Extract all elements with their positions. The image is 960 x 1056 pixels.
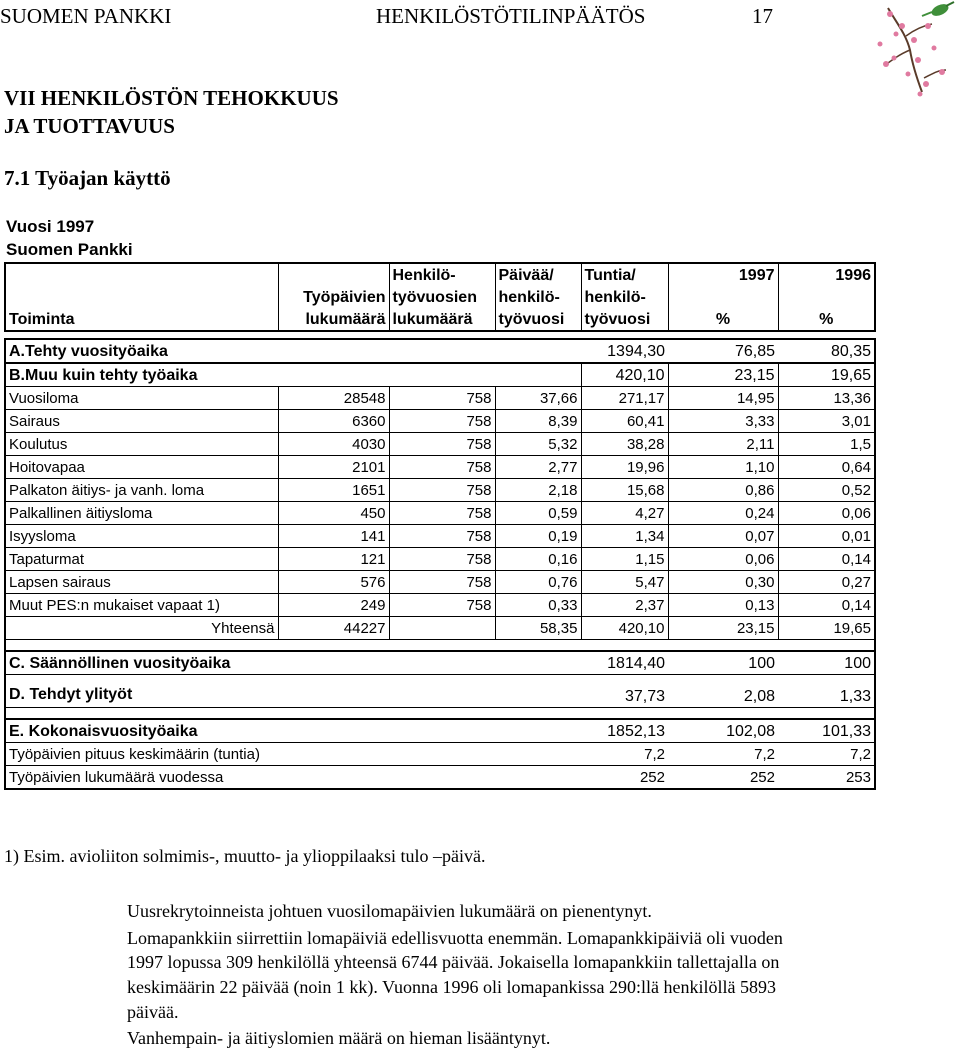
cell-label: Hoitovapaa bbox=[5, 456, 278, 479]
bird-branch-logo bbox=[866, 0, 956, 100]
cell-tuntia: 5,47 bbox=[581, 571, 668, 594]
cell-p1997: 3,33 bbox=[668, 410, 778, 433]
cell-tyopaivat: 450 bbox=[278, 502, 389, 525]
cell-htv: 758 bbox=[389, 571, 495, 594]
cell-tuntia: 15,68 bbox=[581, 479, 668, 502]
cell-htv: 758 bbox=[389, 548, 495, 571]
cell-p1997: 0,24 bbox=[668, 502, 778, 525]
cell-tuntia: 1,34 bbox=[581, 525, 668, 548]
section-c-tuntia: 1814,40 bbox=[581, 651, 668, 675]
section-c-label: C. Säännöllinen vuosityöaika bbox=[5, 651, 581, 675]
note-line: Uusrekrytoinneista johtuen vuosilomapäivien lukumäärä on pienentynyt. bbox=[127, 901, 652, 921]
cell-p1997: 0,30 bbox=[668, 571, 778, 594]
header-1997-unit: % bbox=[668, 308, 778, 331]
cell-tyopaivat: 4030 bbox=[278, 433, 389, 456]
header-doc-title: HENKILÖSTÖTILINPÄÄTÖS bbox=[376, 4, 646, 28]
cell-paivaa: 0,16 bbox=[495, 548, 581, 571]
cell-paivaa: 0,19 bbox=[495, 525, 581, 548]
header-henkilotyovuosien: työvuosien bbox=[389, 286, 495, 308]
lukumaara-tuntia: 252 bbox=[581, 766, 668, 790]
table-row bbox=[5, 433, 875, 456]
cell-tuntia: 60,41 bbox=[581, 410, 668, 433]
section-e-tuntia: 1852,13 bbox=[581, 719, 668, 743]
table-row bbox=[5, 571, 875, 594]
section-a-1996: 80,35 bbox=[778, 339, 875, 363]
cell-label: Muut PES:n mukaiset vapaat 1) bbox=[5, 594, 278, 617]
section-a-tuntia: 1394,30 bbox=[581, 339, 668, 363]
cell-htv: 758 bbox=[389, 456, 495, 479]
header-org: SUOMEN PANKKI bbox=[0, 4, 172, 28]
header-1996: 1996 bbox=[778, 263, 875, 286]
table-row bbox=[5, 502, 875, 525]
header-tyopaivien: Työpäivien bbox=[278, 286, 389, 308]
section-a-row bbox=[5, 339, 875, 363]
table-row bbox=[5, 548, 875, 571]
cell-paivaa: 5,32 bbox=[495, 433, 581, 456]
note-line: Lomapankkiin siirrettiin lomapäiviä edellisvuotta enemmän. Lomapankkipäiviä oli vuoden bbox=[127, 928, 783, 948]
total-1997: 23,15 bbox=[668, 617, 778, 640]
cell-tuntia: 19,96 bbox=[581, 456, 668, 479]
note-line: keskimäärin 22 päivää (noin 1 kk). Vuonna 1996 oli lomapankissa 290:llä henkilöllä 5893 bbox=[127, 977, 776, 997]
note-line: Vanhempain- ja äitiyslomien määrä on hieman lisääntynyt. bbox=[127, 1028, 551, 1048]
header-tuntia: Tuntia/ bbox=[581, 263, 668, 286]
header-henkilotyovuosien: Henkilö- bbox=[389, 263, 495, 286]
cell-p1997: 1,10 bbox=[668, 456, 778, 479]
header-paivaa: työvuosi bbox=[495, 308, 581, 331]
cell-label: Vuosiloma bbox=[5, 387, 278, 410]
pituus-1997: 7,2 bbox=[668, 743, 778, 766]
note-line: päivää. bbox=[127, 1002, 179, 1022]
cell-p1996: 0,14 bbox=[778, 548, 875, 571]
lukumaara-1996: 253 bbox=[778, 766, 875, 790]
cell-htv: 758 bbox=[389, 387, 495, 410]
cell-htv: 758 bbox=[389, 594, 495, 617]
cell-label: Palkallinen äitiysloma bbox=[5, 502, 278, 525]
chapter-title-line1: VII HENKILÖSTÖN TEHOKKUUS bbox=[4, 86, 339, 110]
header-tuntia: henkilö- bbox=[581, 286, 668, 308]
cell-label: Palkaton äitiys- ja vanh. loma bbox=[5, 479, 278, 502]
cell-label: Tapaturmat bbox=[5, 548, 278, 571]
section-e-1997: 102,08 bbox=[668, 719, 778, 743]
cell-p1996: 0,52 bbox=[778, 479, 875, 502]
table-row bbox=[5, 387, 875, 410]
cell-paivaa: 0,76 bbox=[495, 571, 581, 594]
cell-p1996: 13,36 bbox=[778, 387, 875, 410]
header-toiminta: Toiminta bbox=[5, 308, 278, 331]
header-henkilotyovuosien: lukumäärä bbox=[389, 308, 495, 331]
cell-paivaa: 2,77 bbox=[495, 456, 581, 479]
section-c-1996: 100 bbox=[778, 651, 875, 675]
section-b-1996: 19,65 bbox=[778, 363, 875, 387]
section-d-row bbox=[5, 685, 875, 708]
section-title: 7.1 Työajan käyttö bbox=[4, 166, 171, 190]
section-a-1997: 76,85 bbox=[668, 339, 778, 363]
cell-p1997: 0,13 bbox=[668, 594, 778, 617]
intro-year: Vuosi 1997 bbox=[6, 217, 95, 236]
table-row bbox=[5, 525, 875, 548]
cell-p1997: 2,11 bbox=[668, 433, 778, 456]
cell-paivaa: 37,66 bbox=[495, 387, 581, 410]
table-row bbox=[5, 410, 875, 433]
cell-p1997: 0,07 bbox=[668, 525, 778, 548]
cell-tyopaivat: 6360 bbox=[278, 410, 389, 433]
footnote: 1) Esim. avioliiton solmimis-, muutto- ja ylioppilaaksi tulo –päivä. bbox=[4, 846, 486, 866]
header-paivaa: Päivää/ bbox=[495, 263, 581, 286]
cell-p1997: 14,95 bbox=[668, 387, 778, 410]
cell-tyopaivat: 141 bbox=[278, 525, 389, 548]
section-c-1997: 100 bbox=[668, 651, 778, 675]
table-row bbox=[5, 456, 875, 479]
cell-paivaa: 0,59 bbox=[495, 502, 581, 525]
total-row bbox=[5, 617, 875, 640]
cell-p1997: 0,06 bbox=[668, 548, 778, 571]
pituus-1996: 7,2 bbox=[778, 743, 875, 766]
header-page-number: 17 bbox=[752, 4, 773, 28]
cell-p1996: 1,5 bbox=[778, 433, 875, 456]
section-e-label: E. Kokonaisvuosityöaika bbox=[5, 719, 581, 743]
cell-paivaa: 8,39 bbox=[495, 410, 581, 433]
header-paivaa: henkilö- bbox=[495, 286, 581, 308]
cell-tyopaivat: 121 bbox=[278, 548, 389, 571]
chapter-title-line2: JA TUOTTAVUUS bbox=[4, 114, 175, 138]
cell-label: Sairaus bbox=[5, 410, 278, 433]
cell-htv: 758 bbox=[389, 479, 495, 502]
pituus-tuntia: 7,2 bbox=[581, 743, 668, 766]
note-line: 1997 lopussa 309 henkilöllä yhteensä 6744 päivää. Jokaisella lomapankkiin tallettajalla on bbox=[127, 952, 780, 972]
total-tyopaivat: 44227 bbox=[278, 617, 389, 640]
pituus-row bbox=[5, 743, 875, 766]
cell-label: Koulutus bbox=[5, 433, 278, 456]
section-b-tuntia: 420,10 bbox=[581, 363, 668, 387]
cell-tyopaivat: 1651 bbox=[278, 479, 389, 502]
cell-tuntia: 1,15 bbox=[581, 548, 668, 571]
section-b-row bbox=[5, 363, 875, 387]
table-row bbox=[5, 479, 875, 502]
cell-p1996: 0,14 bbox=[778, 594, 875, 617]
cell-label: Isyysloma bbox=[5, 525, 278, 548]
header-1997: 1997 bbox=[668, 263, 778, 286]
cell-p1997: 0,86 bbox=[668, 479, 778, 502]
section-d-1996: 1,33 bbox=[778, 685, 875, 708]
cell-p1996: 3,01 bbox=[778, 410, 875, 433]
cell-p1996: 0,64 bbox=[778, 456, 875, 479]
cell-tyopaivat: 2101 bbox=[278, 456, 389, 479]
cell-paivaa: 2,18 bbox=[495, 479, 581, 502]
pituus-label: Työpäivien pituus keskimäärin (tuntia) bbox=[5, 743, 581, 766]
section-e-row bbox=[5, 719, 875, 743]
detail-rows bbox=[5, 387, 875, 617]
cell-htv: 758 bbox=[389, 410, 495, 433]
lukumaara-label: Työpäivien lukumäärä vuodessa bbox=[5, 766, 581, 790]
header-1996-unit: % bbox=[778, 308, 875, 331]
table-header-row bbox=[5, 286, 875, 308]
table-header-row bbox=[5, 263, 875, 286]
table-header-row bbox=[5, 308, 875, 331]
cell-htv: 758 bbox=[389, 433, 495, 456]
section-c-row bbox=[5, 651, 875, 675]
section-d-tuntia: 37,73 bbox=[581, 685, 668, 708]
cell-htv: 758 bbox=[389, 502, 495, 525]
cell-tuntia: 271,17 bbox=[581, 387, 668, 410]
section-d-1997: 2,08 bbox=[668, 685, 778, 708]
cell-tuntia: 4,27 bbox=[581, 502, 668, 525]
section-d-label: D. Tehdyt ylityöt bbox=[5, 685, 581, 708]
table-row bbox=[5, 594, 875, 617]
cell-paivaa: 0,33 bbox=[495, 594, 581, 617]
total-1996: 19,65 bbox=[778, 617, 875, 640]
cell-p1996: 0,01 bbox=[778, 525, 875, 548]
total-label: Yhteensä bbox=[5, 617, 278, 640]
lukumaara-row bbox=[5, 766, 875, 790]
cell-tyopaivat: 576 bbox=[278, 571, 389, 594]
section-b-1997: 23,15 bbox=[668, 363, 778, 387]
cell-tyopaivat: 28548 bbox=[278, 387, 389, 410]
total-tuntia: 420,10 bbox=[581, 617, 668, 640]
cell-p1996: 0,27 bbox=[778, 571, 875, 594]
cell-label: Lapsen sairaus bbox=[5, 571, 278, 594]
cell-tuntia: 2,37 bbox=[581, 594, 668, 617]
section-b-label: B.Muu kuin tehty työaika bbox=[5, 363, 581, 387]
working-time-table bbox=[4, 262, 876, 790]
cell-htv: 758 bbox=[389, 525, 495, 548]
intro-org: Suomen Pankki bbox=[6, 240, 133, 259]
section-a-label: A.Tehty vuosityöaika bbox=[5, 339, 581, 363]
lukumaara-1997: 252 bbox=[668, 766, 778, 790]
header-tyopaivien: lukumäärä bbox=[278, 308, 389, 331]
cell-tuntia: 38,28 bbox=[581, 433, 668, 456]
cell-p1996: 0,06 bbox=[778, 502, 875, 525]
total-paivaa: 58,35 bbox=[495, 617, 581, 640]
section-e-1996: 101,33 bbox=[778, 719, 875, 743]
header-tuntia: työvuosi bbox=[581, 308, 668, 331]
cell-tyopaivat: 249 bbox=[278, 594, 389, 617]
